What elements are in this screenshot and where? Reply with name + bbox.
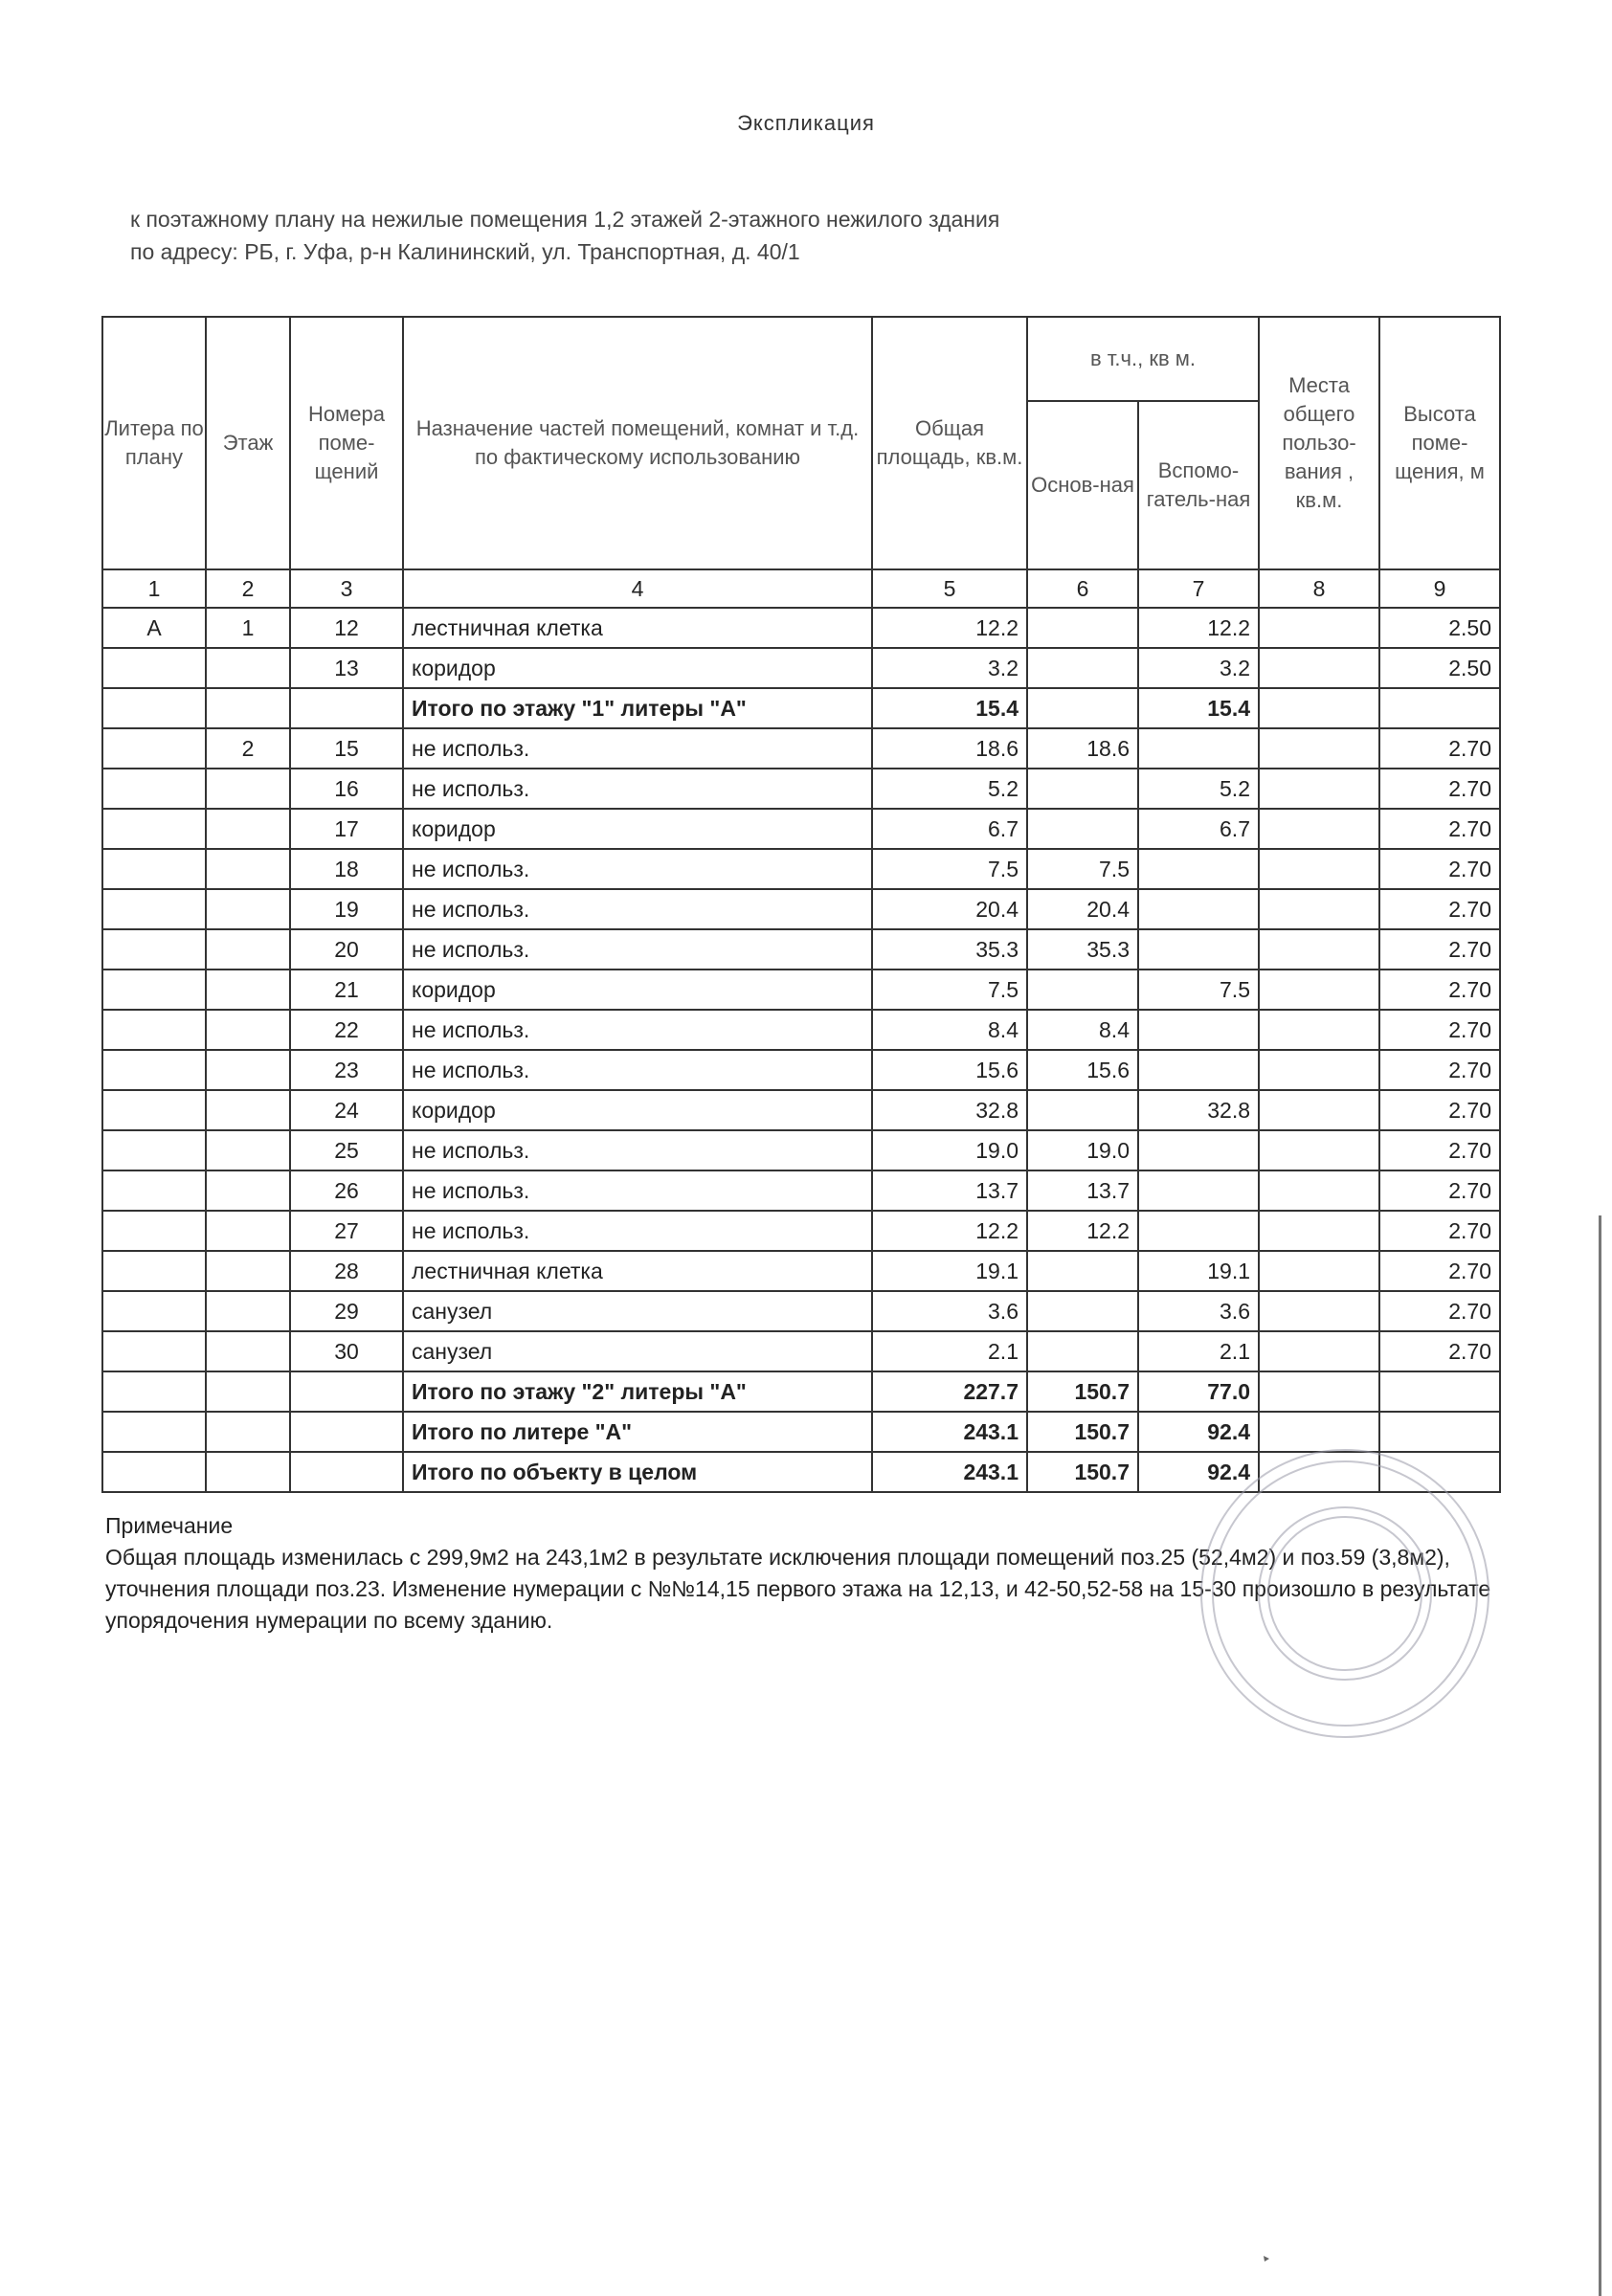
- cell-litera: А: [102, 608, 206, 648]
- cell-purpose: не использ.: [403, 1130, 872, 1170]
- cell-common-area: [1259, 1291, 1379, 1331]
- cell-aux-area: 15.4: [1138, 688, 1259, 728]
- cell-room-number: 17: [290, 809, 403, 849]
- table-row: [102, 728, 1500, 769]
- table-row: [102, 1170, 1500, 1211]
- cell-common-area: [1259, 1130, 1379, 1170]
- cell-room-number: 25: [290, 1130, 403, 1170]
- cell-common-area: [1259, 1331, 1379, 1371]
- table-row: [102, 1211, 1500, 1251]
- cell-purpose: санузел: [403, 1291, 872, 1331]
- table-row: [102, 1050, 1500, 1090]
- cell-total-area: 243.1: [872, 1412, 1027, 1452]
- cell-aux-area: [1138, 929, 1259, 970]
- header-purpose: Назначение частей помещений, комнат и т.д. по фактическому использованию: [403, 317, 872, 569]
- header-rooms: Номера поме-щений: [290, 317, 403, 569]
- header-total-area: Общая площадь, кв.м.: [872, 317, 1027, 569]
- table-body: [102, 608, 1500, 1492]
- header-floor: Этаж: [206, 317, 290, 569]
- cell-floor: [206, 970, 290, 1010]
- cell-purpose: коридор: [403, 648, 872, 688]
- table-row: [102, 1090, 1500, 1130]
- cell-height: 2.70: [1379, 769, 1500, 809]
- cell-purpose: Итого по этажу "1" литеры "А": [403, 688, 872, 728]
- column-number-row: [102, 569, 1500, 608]
- cell-total-area: 15.6: [872, 1050, 1027, 1090]
- cell-height: 2.70: [1379, 1010, 1500, 1050]
- cell-aux-area: [1138, 1211, 1259, 1251]
- cell-floor: [206, 648, 290, 688]
- cell-height: 2.70: [1379, 728, 1500, 769]
- cell-main-area: [1027, 608, 1138, 648]
- scan-mark: [1262, 2254, 1271, 2263]
- cell-purpose: не использ.: [403, 849, 872, 889]
- cell-litera: [102, 648, 206, 688]
- cell-aux-area: [1138, 889, 1259, 929]
- cell-aux-area: [1138, 1010, 1259, 1050]
- cell-room-number: 12: [290, 608, 403, 648]
- column-number-1: 1: [102, 569, 206, 608]
- cell-aux-area: 7.5: [1138, 970, 1259, 1010]
- scan-edge-line: [1599, 1215, 1601, 2296]
- cell-height: 2.70: [1379, 1170, 1500, 1211]
- header-aux: Вспомо-гатель-ная: [1138, 401, 1259, 569]
- cell-litera: [102, 929, 206, 970]
- cell-main-area: [1027, 688, 1138, 728]
- cell-litera: [102, 1331, 206, 1371]
- cell-total-area: 5.2: [872, 769, 1027, 809]
- cell-purpose: Итого по литере "А": [403, 1412, 872, 1452]
- cell-total-area: 20.4: [872, 889, 1027, 929]
- cell-purpose: Итого по объекту в целом: [403, 1452, 872, 1492]
- cell-litera: [102, 1291, 206, 1331]
- cell-purpose: не использ.: [403, 728, 872, 769]
- cell-room-number: 21: [290, 970, 403, 1010]
- cell-floor: 2: [206, 728, 290, 769]
- cell-floor: [206, 1291, 290, 1331]
- table-row: [102, 1291, 1500, 1331]
- cell-floor: [206, 929, 290, 970]
- cell-litera: [102, 1130, 206, 1170]
- cell-litera: [102, 769, 206, 809]
- cell-aux-area: 19.1: [1138, 1251, 1259, 1291]
- cell-total-area: 3.6: [872, 1291, 1027, 1331]
- cell-common-area: [1259, 688, 1379, 728]
- cell-litera: [102, 688, 206, 728]
- header-common: Места общего пользо-вания , кв.м.: [1259, 317, 1379, 569]
- cell-total-area: 19.0: [872, 1130, 1027, 1170]
- cell-purpose: не использ.: [403, 1211, 872, 1251]
- table-row: [102, 1010, 1500, 1050]
- cell-purpose: коридор: [403, 1090, 872, 1130]
- cell-room-number: 30: [290, 1331, 403, 1371]
- table-row: [102, 849, 1500, 889]
- cell-purpose: не использ.: [403, 1010, 872, 1050]
- cell-common-area: [1259, 970, 1379, 1010]
- cell-floor: [206, 849, 290, 889]
- cell-height: [1379, 1371, 1500, 1412]
- column-number-9: 9: [1379, 569, 1500, 608]
- cell-purpose: лестничная клетка: [403, 608, 872, 648]
- table-row: [102, 769, 1500, 809]
- cell-total-area: 18.6: [872, 728, 1027, 769]
- cell-main-area: 7.5: [1027, 849, 1138, 889]
- cell-common-area: [1259, 608, 1379, 648]
- table-row: [102, 1331, 1500, 1371]
- cell-room-number: 20: [290, 929, 403, 970]
- cell-aux-area: 3.2: [1138, 648, 1259, 688]
- cell-common-area: [1259, 648, 1379, 688]
- cell-purpose: не использ.: [403, 929, 872, 970]
- cell-total-area: 15.4: [872, 688, 1027, 728]
- cell-total-area: 7.5: [872, 970, 1027, 1010]
- cell-purpose: не использ.: [403, 889, 872, 929]
- cell-common-area: [1259, 1371, 1379, 1412]
- cell-purpose: коридор: [403, 970, 872, 1010]
- cell-main-area: 13.7: [1027, 1170, 1138, 1211]
- cell-floor: [206, 809, 290, 849]
- cell-room-number: 22: [290, 1010, 403, 1050]
- cell-height: 2.50: [1379, 608, 1500, 648]
- cell-total-area: 35.3: [872, 929, 1027, 970]
- cell-litera: [102, 1452, 206, 1492]
- cell-floor: [206, 769, 290, 809]
- cell-aux-area: [1138, 1130, 1259, 1170]
- header-incl: в т.ч., кв м.: [1027, 317, 1259, 401]
- table-row: [102, 929, 1500, 970]
- subtitle-line-2: по адресу: РБ, г. Уфа, р-н Калининский, ул. Транспортная, д. 40/1: [130, 239, 800, 264]
- cell-height: 2.70: [1379, 849, 1500, 889]
- cell-common-area: [1259, 769, 1379, 809]
- cell-room-number: [290, 1371, 403, 1412]
- cell-purpose: лестничная клетка: [403, 1251, 872, 1291]
- cell-total-area: 6.7: [872, 809, 1027, 849]
- column-number-4: 4: [403, 569, 872, 608]
- cell-litera: [102, 728, 206, 769]
- table-row: [102, 608, 1500, 648]
- cell-common-area: [1259, 1251, 1379, 1291]
- cell-main-area: [1027, 1331, 1138, 1371]
- cell-room-number: 13: [290, 648, 403, 688]
- cell-room-number: 16: [290, 769, 403, 809]
- cell-height: 2.70: [1379, 1090, 1500, 1130]
- cell-main-area: [1027, 648, 1138, 688]
- cell-litera: [102, 970, 206, 1010]
- cell-main-area: [1027, 1090, 1138, 1130]
- cell-litera: [102, 1412, 206, 1452]
- cell-room-number: 24: [290, 1090, 403, 1130]
- cell-floor: [206, 1331, 290, 1371]
- cell-aux-area: [1138, 1050, 1259, 1090]
- note-text: Общая площадь изменилась с 299,9м2 на 243,1м2 в результате исключения площади помещений поз.25 (52,4м2) и поз.59 (3,8м2), уточнения площади поз.23. Изменение нумерации с №№14,15 первого этажа на 12,13, и 42-50,52-58 на 15-30 произошло в результате упорядочения нумерации по всему зданию.: [105, 1545, 1491, 1633]
- cell-main-area: 15.6: [1027, 1050, 1138, 1090]
- cell-floor: [206, 1251, 290, 1291]
- document-subtitle: [130, 203, 999, 268]
- cell-floor: [206, 1010, 290, 1050]
- explication-table: [101, 316, 1501, 1493]
- cell-height: 2.70: [1379, 889, 1500, 929]
- cell-room-number: 15: [290, 728, 403, 769]
- column-number-5: 5: [872, 569, 1027, 608]
- cell-floor: [206, 1452, 290, 1492]
- cell-aux-area: 92.4: [1138, 1452, 1259, 1492]
- table-row: [102, 1130, 1500, 1170]
- cell-common-area: [1259, 809, 1379, 849]
- cell-total-area: 2.1: [872, 1331, 1027, 1371]
- cell-aux-area: [1138, 849, 1259, 889]
- cell-total-area: 3.2: [872, 648, 1027, 688]
- table-row: [102, 809, 1500, 849]
- cell-litera: [102, 1251, 206, 1291]
- cell-litera: [102, 1211, 206, 1251]
- cell-aux-area: 77.0: [1138, 1371, 1259, 1412]
- cell-height: 2.70: [1379, 1291, 1500, 1331]
- header-main: Основ-ная: [1027, 401, 1138, 569]
- cell-aux-area: 3.6: [1138, 1291, 1259, 1331]
- cell-main-area: 20.4: [1027, 889, 1138, 929]
- cell-total-area: 243.1: [872, 1452, 1027, 1492]
- cell-main-area: [1027, 970, 1138, 1010]
- cell-room-number: 29: [290, 1291, 403, 1331]
- round-stamp: [1187, 1436, 1503, 1751]
- cell-litera: [102, 849, 206, 889]
- cell-total-area: 19.1: [872, 1251, 1027, 1291]
- cell-purpose: не использ.: [403, 769, 872, 809]
- cell-room-number: 28: [290, 1251, 403, 1291]
- table-row: [102, 648, 1500, 688]
- document-title: Экспликация: [737, 111, 875, 135]
- cell-main-area: 150.7: [1027, 1371, 1138, 1412]
- cell-floor: [206, 1050, 290, 1090]
- cell-litera: [102, 809, 206, 849]
- cell-main-area: 18.6: [1027, 728, 1138, 769]
- cell-main-area: 150.7: [1027, 1412, 1138, 1452]
- cell-main-area: [1027, 809, 1138, 849]
- cell-floor: [206, 1090, 290, 1130]
- cell-aux-area: 92.4: [1138, 1412, 1259, 1452]
- cell-height: 2.70: [1379, 929, 1500, 970]
- cell-total-area: 227.7: [872, 1371, 1027, 1412]
- header-height: Высота поме-щения, м: [1379, 317, 1500, 569]
- cell-common-area: [1259, 1211, 1379, 1251]
- cell-floor: 1: [206, 608, 290, 648]
- cell-main-area: [1027, 1251, 1138, 1291]
- cell-purpose: Итого по этажу "2" литеры "А": [403, 1371, 872, 1412]
- cell-room-number: 19: [290, 889, 403, 929]
- cell-height: 2.70: [1379, 1130, 1500, 1170]
- column-number-6: 6: [1027, 569, 1138, 608]
- cell-common-area: [1259, 929, 1379, 970]
- cell-room-number: 26: [290, 1170, 403, 1211]
- cell-aux-area: 6.7: [1138, 809, 1259, 849]
- cell-common-area: [1259, 889, 1379, 929]
- cell-floor: [206, 1130, 290, 1170]
- cell-common-area: [1259, 1170, 1379, 1211]
- cell-total-area: 7.5: [872, 849, 1027, 889]
- cell-main-area: 12.2: [1027, 1211, 1138, 1251]
- table-row: [102, 889, 1500, 929]
- cell-height: [1379, 688, 1500, 728]
- cell-litera: [102, 1090, 206, 1130]
- cell-purpose: не использ.: [403, 1050, 872, 1090]
- column-number-2: 2: [206, 569, 290, 608]
- subtitle-line-1: к поэтажному плану на нежилые помещения 1,2 этажей 2-этажного нежилого здания: [130, 207, 1000, 232]
- table-total-row: [102, 1371, 1500, 1412]
- cell-height: 2.70: [1379, 1050, 1500, 1090]
- cell-total-area: 32.8: [872, 1090, 1027, 1130]
- cell-aux-area: [1138, 728, 1259, 769]
- cell-aux-area: [1138, 1170, 1259, 1211]
- cell-room-number: [290, 1452, 403, 1492]
- cell-floor: [206, 1412, 290, 1452]
- cell-common-area: [1259, 1010, 1379, 1050]
- header-litera: Литера по плану: [102, 317, 206, 569]
- cell-room-number: 18: [290, 849, 403, 889]
- cell-main-area: 150.7: [1027, 1452, 1138, 1492]
- cell-litera: [102, 1050, 206, 1090]
- cell-floor: [206, 1170, 290, 1211]
- cell-common-area: [1259, 849, 1379, 889]
- cell-height: 2.70: [1379, 1331, 1500, 1371]
- table-row: [102, 1251, 1500, 1291]
- cell-litera: [102, 889, 206, 929]
- cell-height: 2.70: [1379, 1211, 1500, 1251]
- cell-total-area: 13.7: [872, 1170, 1027, 1211]
- cell-aux-area: 32.8: [1138, 1090, 1259, 1130]
- cell-floor: [206, 889, 290, 929]
- cell-main-area: 8.4: [1027, 1010, 1138, 1050]
- cell-common-area: [1259, 1090, 1379, 1130]
- cell-litera: [102, 1010, 206, 1050]
- cell-total-area: 12.2: [872, 1211, 1027, 1251]
- cell-height: 2.70: [1379, 1251, 1500, 1291]
- cell-room-number: 23: [290, 1050, 403, 1090]
- cell-aux-area: 2.1: [1138, 1331, 1259, 1371]
- cell-purpose: коридор: [403, 809, 872, 849]
- column-number-8: 8: [1259, 569, 1379, 608]
- cell-floor: [206, 1371, 290, 1412]
- cell-main-area: 19.0: [1027, 1130, 1138, 1170]
- cell-aux-area: 5.2: [1138, 769, 1259, 809]
- cell-height: 2.70: [1379, 970, 1500, 1010]
- cell-aux-area: 12.2: [1138, 608, 1259, 648]
- cell-room-number: [290, 1412, 403, 1452]
- cell-litera: [102, 1371, 206, 1412]
- cell-floor: [206, 1211, 290, 1251]
- table-row: [102, 970, 1500, 1010]
- note-heading: Примечание: [105, 1513, 234, 1538]
- column-number-3: 3: [290, 569, 403, 608]
- cell-main-area: 35.3: [1027, 929, 1138, 970]
- cell-total-area: 12.2: [872, 608, 1027, 648]
- cell-common-area: [1259, 1050, 1379, 1090]
- table-total-row: [102, 688, 1500, 728]
- cell-total-area: 8.4: [872, 1010, 1027, 1050]
- cell-height: 2.70: [1379, 809, 1500, 849]
- cell-floor: [206, 688, 290, 728]
- cell-purpose: санузел: [403, 1331, 872, 1371]
- cell-purpose: не использ.: [403, 1170, 872, 1211]
- cell-main-area: [1027, 1291, 1138, 1331]
- cell-height: 2.50: [1379, 648, 1500, 688]
- column-number-7: 7: [1138, 569, 1259, 608]
- cell-room-number: [290, 688, 403, 728]
- cell-room-number: 27: [290, 1211, 403, 1251]
- cell-litera: [102, 1170, 206, 1211]
- cell-common-area: [1259, 728, 1379, 769]
- cell-main-area: [1027, 769, 1138, 809]
